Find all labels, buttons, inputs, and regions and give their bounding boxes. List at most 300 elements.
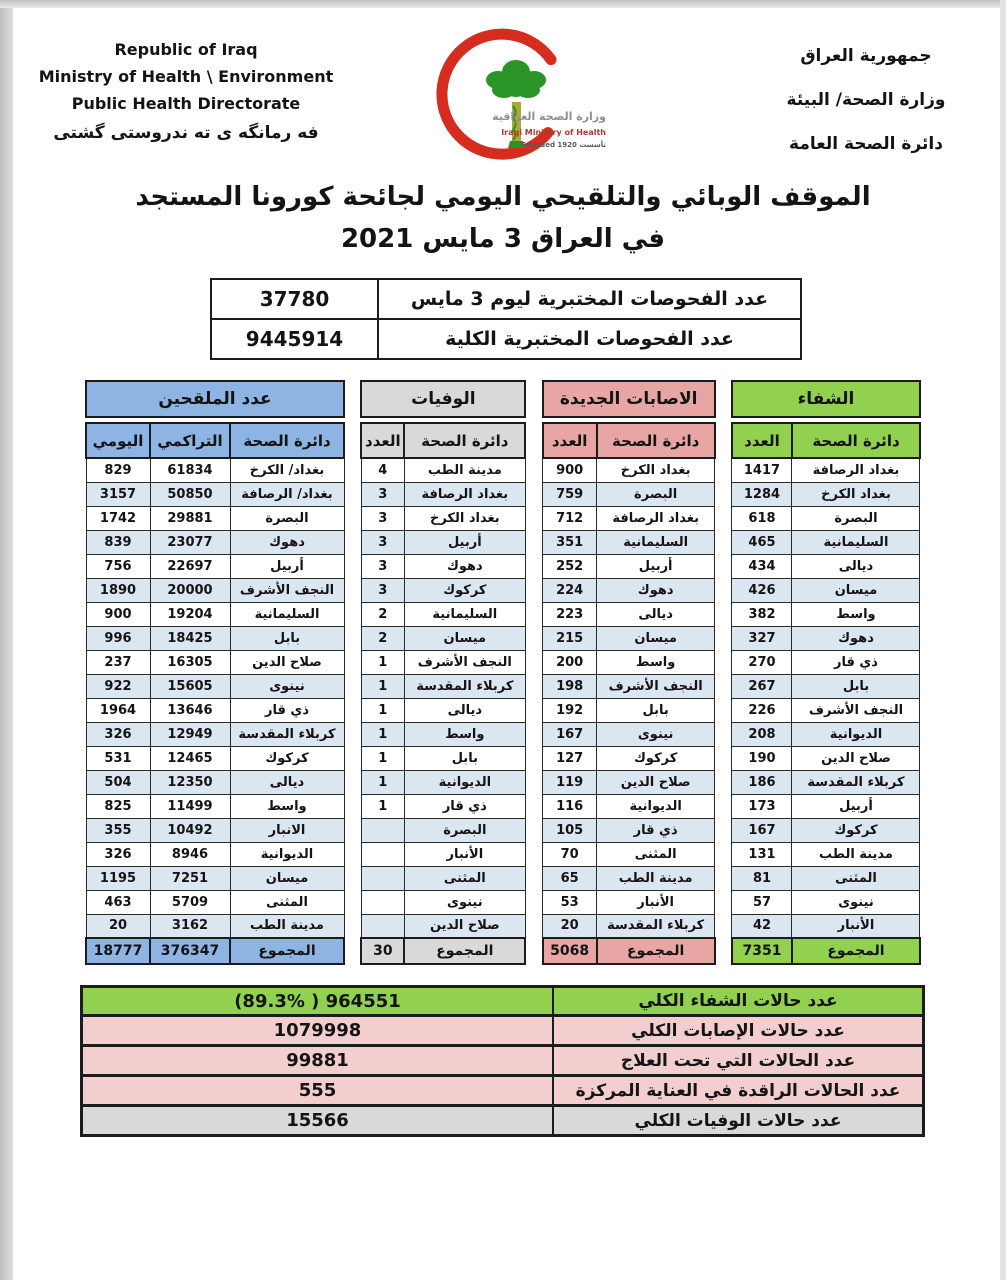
cell-region: دهوك [404, 554, 525, 578]
table-row [361, 530, 525, 554]
table-row [732, 842, 920, 866]
cell-value: 712 [543, 506, 597, 530]
cell-value [361, 842, 404, 866]
table-row [543, 578, 715, 602]
cell-value: 7251 [150, 866, 230, 890]
table-row [543, 890, 715, 914]
cell-value: 618 [732, 506, 792, 530]
cell-region: بغداد الكرخ [404, 506, 525, 530]
cell-region: بغداد الرصافة [404, 482, 525, 506]
cell-value: 61834 [150, 458, 230, 482]
table-row [361, 698, 525, 722]
table-row [86, 722, 344, 746]
summary-row [81, 986, 924, 1016]
column-header: العدد [543, 423, 597, 458]
cell-value: 1284 [732, 482, 792, 506]
cell-value: 900 [86, 602, 150, 626]
cell-region: النجف الأشرف [404, 650, 525, 674]
cell-value: 23077 [150, 530, 230, 554]
cell-value: 1 [361, 650, 404, 674]
cell-value: 81 [732, 866, 792, 890]
tests-daily-label: عدد الفحوصات المختبرية ليوم 3 مايس [378, 279, 801, 319]
table-row [543, 770, 715, 794]
table-row [732, 554, 920, 578]
column-header: دائرة الصحة [597, 423, 715, 458]
table-row [361, 818, 525, 842]
cell-region: السليمانية [597, 530, 715, 554]
summary-value: 99881 [286, 1050, 349, 1071]
cell-value: 57 [732, 890, 792, 914]
cell-value: 226 [732, 698, 792, 722]
total-label: المجموع [597, 938, 715, 964]
table-row [732, 578, 920, 602]
cell-value: 351 [543, 530, 597, 554]
cell-value: 42 [732, 914, 792, 938]
cell-region: كركوك [404, 578, 525, 602]
total-value: 30 [361, 938, 404, 964]
table-row [211, 319, 801, 359]
cell-region: بغداد الرصافة [792, 458, 920, 482]
table-row [211, 279, 801, 319]
ministry-logo-icon [424, 20, 614, 170]
cell-value: 267 [732, 674, 792, 698]
cell-value: 434 [732, 554, 792, 578]
cell-value: 829 [86, 458, 150, 482]
summary-label: عدد حالات الوفيات الكلي [552, 1107, 922, 1134]
table-row [86, 506, 344, 530]
table-row [361, 890, 525, 914]
logo-arabic-text: وزارة الصحة العراقية [492, 110, 606, 123]
table-row [86, 770, 344, 794]
cell-value: 10492 [150, 818, 230, 842]
cell-value: 1742 [86, 506, 150, 530]
cell-value: 186 [732, 770, 792, 794]
column-header: العدد [732, 423, 792, 458]
table-row [732, 914, 920, 938]
cell-value: 200 [543, 650, 597, 674]
cell-value: 192 [543, 698, 597, 722]
cell-region: بابل [792, 674, 920, 698]
cell-value: 426 [732, 578, 792, 602]
cell-region: واسط [792, 602, 920, 626]
table-row [543, 530, 715, 554]
cell-region: النجف الأشرف [230, 578, 344, 602]
table-row [361, 770, 525, 794]
table-row [543, 842, 715, 866]
cell-value: 116 [543, 794, 597, 818]
cell-value: 16305 [150, 650, 230, 674]
cell-value: 19204 [150, 602, 230, 626]
cell-region: بغداد الرصافة [597, 506, 715, 530]
logo-english-text: Iraqi Ministry of Health [501, 128, 606, 137]
cell-value: 105 [543, 818, 597, 842]
cell-value: 167 [543, 722, 597, 746]
cell-region: النجف الأشرف [792, 698, 920, 722]
cell-value: 3 [361, 578, 404, 602]
table-row [361, 482, 525, 506]
table-row [361, 794, 525, 818]
cell-region: كربلاء المقدسة [597, 914, 715, 938]
cell-value: 1 [361, 770, 404, 794]
summary-value: 555 [298, 1080, 337, 1101]
cell-value: 1890 [86, 578, 150, 602]
cell-region: صلاح الدين [404, 914, 525, 938]
cell-value: 50850 [150, 482, 230, 506]
scan-edge-right [1000, 0, 1006, 1280]
table-row [361, 458, 525, 482]
cell-region: الديوانية [792, 722, 920, 746]
table-row [361, 578, 525, 602]
table-row [543, 914, 715, 938]
cell-value: 12350 [150, 770, 230, 794]
cell-value: 382 [732, 602, 792, 626]
cell-region: ذي قار [404, 794, 525, 818]
cell-region: المثنى [597, 842, 715, 866]
cell-region: ديالى [230, 770, 344, 794]
cell-region: كربلاء المقدسة [230, 722, 344, 746]
table-row [732, 482, 920, 506]
cell-value: 3 [361, 530, 404, 554]
cell-value: 53 [543, 890, 597, 914]
cell-value: 12949 [150, 722, 230, 746]
table-row [86, 578, 344, 602]
cell-value [361, 818, 404, 842]
new-cases-table-grid [542, 422, 716, 965]
vaccinated-table [85, 380, 345, 965]
cell-value: 18425 [150, 626, 230, 650]
total-label: المجموع [230, 938, 344, 964]
header-kurdish-line: فه رمانگه ی ته ندروستی گشتی [53, 123, 319, 143]
column-header: العدد [361, 423, 404, 458]
table-row [732, 698, 920, 722]
cell-region: الأنبار [792, 914, 920, 938]
table-row [543, 458, 715, 482]
header-row [86, 423, 344, 458]
cell-value: 167 [732, 818, 792, 842]
header-english-block [28, 36, 344, 147]
table-row [732, 770, 920, 794]
cell-region: ميسان [792, 578, 920, 602]
table-row [543, 626, 715, 650]
cell-region: المثنى [230, 890, 344, 914]
scan-edge-top [0, 0, 1006, 8]
table-row [361, 506, 525, 530]
recovery-table [731, 380, 921, 965]
cell-region: البصرة [230, 506, 344, 530]
cell-region: واسط [404, 722, 525, 746]
cell-value: 15605 [150, 674, 230, 698]
cell-region: بغداد الكرخ [597, 458, 715, 482]
table-row [86, 746, 344, 770]
header-english-line1: Republic of Iraq [114, 40, 258, 59]
summary-row [81, 1106, 924, 1136]
cell-value [361, 914, 404, 938]
recovery-table-grid [731, 422, 921, 965]
cell-value: 252 [543, 554, 597, 578]
cell-value: 756 [86, 554, 150, 578]
cell-value: 355 [86, 818, 150, 842]
cell-region: ذي قار [792, 650, 920, 674]
summary-row [81, 1076, 924, 1106]
cell-value: 922 [86, 674, 150, 698]
cell-region: دهوك [597, 578, 715, 602]
governorate-tables [85, 380, 921, 965]
cell-region: البصرة [597, 482, 715, 506]
cell-region: واسط [597, 650, 715, 674]
column-header: اليومي [86, 423, 150, 458]
total-row [86, 938, 344, 964]
cell-value: 1417 [732, 458, 792, 482]
table-row [543, 746, 715, 770]
report-title-line2: في العراق 3 مايس 2021 [340, 224, 666, 254]
total-label: المجموع [792, 938, 920, 964]
cell-region: البصرة [404, 818, 525, 842]
cell-value: 198 [543, 674, 597, 698]
table-row [543, 506, 715, 530]
table-row [361, 674, 525, 698]
cell-region: الديوانية [230, 842, 344, 866]
table-row [543, 722, 715, 746]
tests-total-label: عدد الفحوصات المختبرية الكلية [378, 319, 801, 359]
cell-value: 504 [86, 770, 150, 794]
cell-region: بغداد/ الكرخ [230, 458, 344, 482]
cell-value [361, 890, 404, 914]
table-row [732, 866, 920, 890]
cell-value: 465 [732, 530, 792, 554]
table-row [86, 866, 344, 890]
cell-region: صلاح الدين [597, 770, 715, 794]
table-row [732, 818, 920, 842]
table-row [732, 722, 920, 746]
cell-value: 224 [543, 578, 597, 602]
table-row [543, 482, 715, 506]
cell-value: 8946 [150, 842, 230, 866]
table-row [86, 554, 344, 578]
cell-region: السليمانية [230, 602, 344, 626]
cell-region: كركوك [597, 746, 715, 770]
table-row [732, 674, 920, 698]
total-value: 7351 [732, 938, 792, 964]
table-row [361, 866, 525, 890]
cell-value: 173 [732, 794, 792, 818]
table-row [361, 626, 525, 650]
table-row [543, 602, 715, 626]
cell-value: 1 [361, 746, 404, 770]
deaths-table [360, 380, 526, 965]
cell-value: 326 [86, 722, 150, 746]
lab-tests-table [210, 278, 802, 360]
table-row [86, 890, 344, 914]
cell-region: الأنبار [597, 890, 715, 914]
total-row [361, 938, 525, 964]
cell-value: 223 [543, 602, 597, 626]
cell-region: أربيل [792, 794, 920, 818]
cell-value: 270 [732, 650, 792, 674]
table-row [86, 602, 344, 626]
cell-region: صلاح الدين [792, 746, 920, 770]
cell-region: مدينة الطب [404, 458, 525, 482]
cell-region: المثنى [404, 866, 525, 890]
cell-region: دهوك [792, 626, 920, 650]
cell-value: 4 [361, 458, 404, 482]
summary-value: 1079998 [273, 1020, 362, 1041]
cell-region: النجف الأشرف [597, 674, 715, 698]
new-cases-table [542, 380, 716, 965]
cell-region: بابل [597, 698, 715, 722]
table-row [361, 602, 525, 626]
cell-value: 463 [86, 890, 150, 914]
cell-region: البصرة [792, 506, 920, 530]
summary-label: عدد الحالات الراقدة في العناية المركزة [552, 1077, 922, 1104]
table-row [361, 842, 525, 866]
column-header: دائرة الصحة [230, 423, 344, 458]
cell-value: 759 [543, 482, 597, 506]
column-header: دائرة الصحة [792, 423, 920, 458]
summary-label: عدد حالات الإصابات الكلي [552, 1017, 922, 1044]
cell-region: ميسان [404, 626, 525, 650]
table-row [86, 818, 344, 842]
table-row [86, 626, 344, 650]
cell-region: الأنبار [404, 842, 525, 866]
table-row [732, 650, 920, 674]
table-row [543, 698, 715, 722]
cell-value: 215 [543, 626, 597, 650]
cell-region: دهوك [230, 530, 344, 554]
cell-region: ديالى [404, 698, 525, 722]
cell-value: 1195 [86, 866, 150, 890]
report-title-line1: الموقف الوبائي والتلقيحي اليومي لجائحة كورونا المستجد [135, 182, 871, 212]
cell-value: 2 [361, 626, 404, 650]
cell-region: أربيل [404, 530, 525, 554]
table-row [732, 890, 920, 914]
cell-value: 208 [732, 722, 792, 746]
header-row [732, 423, 920, 458]
cell-region: مدينة الطب [792, 842, 920, 866]
cell-region: نينوى [597, 722, 715, 746]
header-row [361, 423, 525, 458]
cell-value: 65 [543, 866, 597, 890]
cell-value: 996 [86, 626, 150, 650]
table-row [732, 530, 920, 554]
logo-founded-text: Founded 1920 تأسست [520, 141, 606, 149]
tests-total-value: 9445914 [211, 319, 378, 359]
cell-value: 5709 [150, 890, 230, 914]
cell-region: صلاح الدين [230, 650, 344, 674]
cell-value: 2 [361, 602, 404, 626]
cell-value: 1 [361, 722, 404, 746]
table-row [86, 482, 344, 506]
cell-value: 1 [361, 698, 404, 722]
summary-table [80, 985, 925, 1137]
table-row [361, 554, 525, 578]
table-row [361, 722, 525, 746]
cell-region: الانبار [230, 818, 344, 842]
cell-region: مدينة الطب [230, 914, 344, 938]
table-row [86, 674, 344, 698]
total-row [543, 938, 715, 964]
table-row [86, 650, 344, 674]
cell-value: 3 [361, 482, 404, 506]
table-row [543, 674, 715, 698]
header-arabic-line3: دائرة الصحة العامة [789, 134, 943, 154]
table-row [732, 794, 920, 818]
cell-value: 3 [361, 554, 404, 578]
ministry-logo [424, 20, 614, 170]
table-row [86, 698, 344, 722]
table-row [86, 530, 344, 554]
cell-value: 20 [543, 914, 597, 938]
table-row [543, 818, 715, 842]
cell-value: 3157 [86, 482, 150, 506]
header-arabic-line1: جمهورية العراق [800, 46, 932, 66]
table-row [361, 650, 525, 674]
summary-label: عدد الحالات التي تحت العلاج [552, 1047, 922, 1074]
total-value: 5068 [543, 938, 597, 964]
header-arabic-line2: وزارة الصحة/ البيئة [786, 90, 946, 110]
summary-value: 15566 [286, 1110, 349, 1131]
total-value: 376347 [150, 938, 230, 964]
summary-value: (89.3% ) 964551 [234, 990, 401, 1012]
cell-value: 3162 [150, 914, 230, 938]
table-row [86, 842, 344, 866]
cell-region: ميسان [597, 626, 715, 650]
cell-value: 70 [543, 842, 597, 866]
cell-region: ذي قار [597, 818, 715, 842]
cell-value: 127 [543, 746, 597, 770]
cell-region: بغداد الكرخ [792, 482, 920, 506]
cell-region: مدينة الطب [597, 866, 715, 890]
total-row [732, 938, 920, 964]
cell-region: كركوك [230, 746, 344, 770]
table-row [732, 458, 920, 482]
cell-region: كركوك [792, 818, 920, 842]
summary-label: عدد حالات الشفاء الكلي [552, 988, 922, 1014]
table-row [732, 626, 920, 650]
cell-region: ديالى [597, 602, 715, 626]
recovery-table-title: الشفاء [731, 380, 921, 418]
cell-value: 12465 [150, 746, 230, 770]
cell-region: السليمانية [404, 602, 525, 626]
cell-value: 825 [86, 794, 150, 818]
vaccinated-table-title: عدد الملقحين [85, 380, 345, 418]
table-row [732, 506, 920, 530]
report-title [103, 176, 903, 260]
cell-region: ميسان [230, 866, 344, 890]
table-row [543, 866, 715, 890]
vaccinated-table-grid [85, 422, 345, 965]
header-english-line2: Ministry of Health \ Environment [38, 67, 334, 86]
cell-value: 1 [361, 794, 404, 818]
cell-region: الديوانية [404, 770, 525, 794]
cell-region: ذي قار [230, 698, 344, 722]
cell-value: 3 [361, 506, 404, 530]
cell-value: 29881 [150, 506, 230, 530]
cell-value: 531 [86, 746, 150, 770]
cell-value: 11499 [150, 794, 230, 818]
cell-value: 900 [543, 458, 597, 482]
deaths-table-grid [360, 422, 526, 965]
cell-region: نينوى [230, 674, 344, 698]
cell-value: 13646 [150, 698, 230, 722]
table-row [86, 794, 344, 818]
cell-region: أربيل [230, 554, 344, 578]
cell-value: 839 [86, 530, 150, 554]
cell-region: بابل [230, 626, 344, 650]
cell-value: 22697 [150, 554, 230, 578]
table-row [361, 746, 525, 770]
deaths-table-title: الوفيات [360, 380, 526, 418]
column-header: التراكمي [150, 423, 230, 458]
